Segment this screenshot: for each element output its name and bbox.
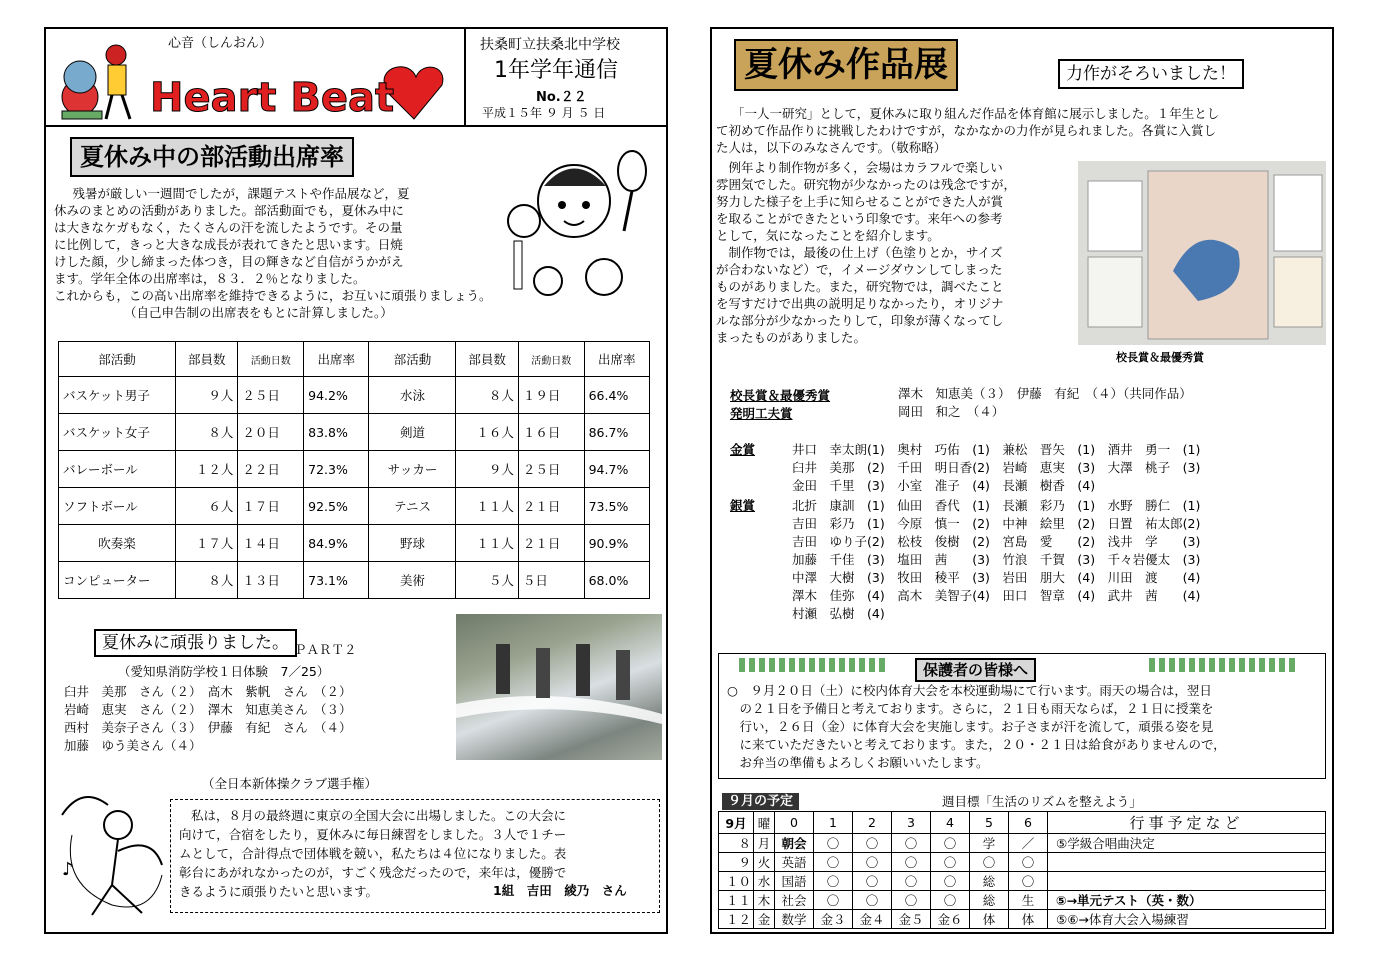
schedule-cell: 〇 [1009, 853, 1048, 872]
schedule-header: 9月 [719, 812, 754, 834]
table-cell: バスケット男子 [59, 377, 176, 414]
schedule-row [719, 853, 1326, 872]
schedule-cell [1048, 853, 1326, 872]
notice-line: ○ ９月２０日（土）に校内体育大会を本校運動場にて行います。雨天の場合は，翌日 [727, 683, 1212, 698]
table-cell: 66.4% [584, 377, 649, 414]
name-line: 西村 美奈子さん（３） 伊藤 有紀 さん （４） [64, 720, 352, 735]
awards-top [730, 385, 1192, 421]
table-cell: ５人 [456, 562, 518, 599]
schedule-cell: 〇 [970, 853, 1009, 872]
body-line: が合わないなど）で，イメージダウンしてしまった [716, 262, 1003, 277]
left-page [44, 27, 668, 934]
schedule-header: 行事予定など [1048, 812, 1326, 834]
weekly-goal: 週目標「生活のリズムを整えよう」 [942, 794, 1142, 809]
table-cell: １１人 [456, 488, 518, 525]
table-cell: １４日 [238, 525, 304, 562]
attendance-para-line: けした顔，少し締まった体つき，目の輝きなど自信がうかがえ [54, 254, 404, 269]
table-cell: 73.5% [584, 488, 649, 525]
attendance-para-line: に比例して，きっと大きな成長が表れてきたと思います。日焼 [54, 237, 403, 252]
gymnastics-event: （全日本新体操クラブ選手権） [202, 776, 378, 791]
attendance-section-title: 夏休み中の部活動出席率 [70, 137, 354, 177]
gold-line: 井口 幸太朗(1) 奥村 巧佑 (1) 兼松 晋矢 (1) 酒井 勇一 (1) [792, 442, 1201, 457]
table-cell: １６人 [456, 414, 518, 451]
table-cell: ソフトボール [59, 488, 176, 525]
table-cell: １７日 [238, 488, 304, 525]
award-names: 岡田 和之 （４） [898, 404, 1005, 419]
table-row [59, 414, 650, 451]
notice-line: お弁当の準備もよろしくお願いいたします。 [727, 755, 989, 770]
silver-line: 加藤 千佳 (3) 塩田 茜 (3) 竹浪 千賀 (3) 千々岩優太 (3) [792, 552, 1201, 567]
table-cell: サッカー [369, 451, 456, 488]
table-cell: ２５日 [238, 377, 304, 414]
schedule-cell: 〇 [814, 891, 853, 910]
attendance-note: （自己申告制の出席表をもとに計算しました。） [124, 305, 393, 320]
schedule-header: 1 [814, 812, 853, 834]
schedule-cell [1048, 872, 1326, 891]
exhibition-body [716, 159, 1016, 346]
schedule-cell: 〇 [892, 834, 931, 853]
table-header: 部活動 [369, 342, 456, 377]
schedule-header: 曜 [754, 812, 775, 834]
decorative-border-right [1149, 658, 1299, 672]
body-line: を写すだけで出典の説明足りなかったり，オリジナ [716, 296, 1004, 311]
schedule-header: 0 [775, 812, 814, 834]
body-line: として，気になったことを紹介します。 [716, 228, 940, 243]
schedule-cell: 〇 [853, 891, 892, 910]
intro-line: た人は，以下のみなさんです。（敬称略） [716, 140, 947, 155]
table-cell: バレーボール [59, 451, 176, 488]
name-line: 岩崎 恵実 さん（２） 澤木 知恵美さん （３） [64, 702, 352, 717]
intro-line: て初めて作品作りに挑戦したわけですが，なかなかの力作が見られました。各賞に入賞し [716, 123, 1217, 138]
schedule-cell: 〇 [814, 872, 853, 891]
schedule-cell: 社会 [775, 891, 814, 910]
attendance-table [58, 341, 650, 599]
schedule-cell: 〇 [814, 853, 853, 872]
exhibition-subtitle: 力作がそろいました！ [1058, 59, 1244, 89]
schedule-cell: １２ [719, 910, 754, 929]
table-cell: ２５日 [518, 451, 584, 488]
schedule-cell: 火 [754, 853, 775, 872]
body-line: ルな部分が少なかったりして，印象が薄くなってし [716, 313, 1004, 328]
table-header: 活動日数 [238, 342, 304, 377]
parents-notice-box [718, 653, 1326, 779]
table-cell: ２１日 [518, 488, 584, 525]
masthead [46, 29, 666, 127]
silver-line: 吉田 ゆり子(2) 松枝 俊樹 (2) 宮島 愛 (2) 浅井 学 (3) [792, 534, 1201, 549]
award-label: 発明工夫賞 [730, 406, 793, 421]
attendance-para-line: ます。学年全体の出席率は，８３．２％となりました。 [54, 271, 366, 286]
table-cell: ２２日 [238, 451, 304, 488]
schedule-cell: 〇 [853, 834, 892, 853]
silver-line: 吉田 彩乃 (1) 今原 慎一 (2) 中神 絵里 (2) 日置 祐太郎(2) [792, 516, 1201, 531]
table-cell: テニス [369, 488, 456, 525]
newsletter-title: 1年学年通信 [494, 58, 618, 83]
issue-date: 平成１５年 ９ 月 ５ 日 [482, 106, 606, 120]
table-cell: 野球 [369, 525, 456, 562]
exhibition-intro [716, 105, 1219, 156]
schedule-cell: 〇 [853, 872, 892, 891]
table-cell: 94.2% [304, 377, 369, 414]
schedule-cell: 〇 [1009, 872, 1048, 891]
attendance-para-line: これからも，この高い出席率を維持できるように，お互いに頑張りましょう。 [54, 288, 492, 303]
gymnastics-essay-box [170, 799, 660, 913]
essay-author: 1組 吉田 綾乃 さん [493, 883, 627, 898]
schedule-cell: 月 [754, 834, 775, 853]
table-cell: ６人 [176, 488, 238, 525]
table-row [59, 525, 650, 562]
silver-winners [792, 497, 1200, 623]
table-cell: ８人 [176, 562, 238, 599]
body-line: ものがありました。また，研究物では，調べたこと [716, 279, 1004, 294]
essay-line: きるように頑張りたいと思います。 [179, 884, 379, 899]
artwork-photo [1078, 161, 1326, 345]
schedule-title: ９月の予定 [722, 793, 799, 810]
schedule-cell: 金 [754, 910, 775, 929]
fire-school-event: （愛知県消防学校１日体験 7／25） [118, 664, 330, 679]
table-cell: 83.8% [304, 414, 369, 451]
attendance-text [54, 185, 514, 321]
table-cell: 84.9% [304, 525, 369, 562]
schedule-header: 6 [1009, 812, 1048, 834]
notice-line: に来ていただきたいと考えております。また，２０・２１日は給食がありませんので， [727, 737, 1226, 752]
schedule-cell: 〇 [931, 853, 970, 872]
schedule-cell: 総 [970, 872, 1009, 891]
schedule-cell: 水 [754, 872, 775, 891]
schedule-cell: １１ [719, 891, 754, 910]
schedule-header: 3 [892, 812, 931, 834]
schedule-cell: 〇 [853, 853, 892, 872]
intro-line: 「一人一研究」として，夏休みに取り組んだ作品を体育館に展示しました。１年生とし [732, 106, 1220, 121]
schedule-cell: 金３ [814, 910, 853, 929]
schedule-row [719, 910, 1326, 929]
schedule-row [719, 891, 1326, 910]
schedule-cell: 〇 [931, 891, 970, 910]
table-cell: 73.1% [304, 562, 369, 599]
table-cell: 86.7% [584, 414, 649, 451]
schedule-header: 4 [931, 812, 970, 834]
effort-part-label: ＰＡＲＴ２ [294, 642, 357, 657]
schedule-cell: 体 [1009, 910, 1048, 929]
schedule-cell: 金４ [853, 910, 892, 929]
award-row [730, 403, 1005, 421]
schedule-cell: 体 [970, 910, 1009, 929]
attendance-para-line: は大きなケガもなく，たくさんの汗を流したようです。その量 [54, 220, 403, 235]
effort-section-title: 夏休みに頑張りました。 [94, 629, 297, 657]
masthead-info-box [464, 29, 668, 125]
schedule-cell: 〇 [892, 872, 931, 891]
schedule-cell: 〇 [931, 872, 970, 891]
gold-line: 臼井 美那 (2) 千田 明日香(2) 岩崎 恵実 (3) 大澤 桃子 (3) [792, 460, 1201, 475]
schedule-header-row [719, 812, 1326, 834]
gold-line: 金田 千里 (3) 小室 准子 (4) 長瀬 樹香 (4) [792, 478, 1096, 493]
notice-line: の２１日を予備日と考えております。さらに，２１日も雨天ならば，２１日に授業を [727, 701, 1214, 716]
table-cell: 92.5% [304, 488, 369, 525]
body-line: 例年より制作物が多く，会場はカラフルで楽しい [716, 160, 1003, 175]
school-name: 扶桑町立扶桑北中学校 [480, 37, 620, 53]
award-row [730, 385, 1192, 403]
table-cell: １７人 [176, 525, 238, 562]
attendance-para-line: 休みのまとめの活動がありました。部活動面でも，夏休み中に [54, 203, 405, 218]
schedule-cell: ／ [1009, 834, 1048, 853]
body-line: 努力した様子を上手に知らせることができた人が賞 [716, 194, 1004, 209]
table-cell: ９人 [176, 377, 238, 414]
essay-line: 彰台にあがれなかったのが，すごく残念だったので，来年は，優勝で [179, 865, 567, 880]
table-cell: １１人 [456, 525, 518, 562]
table-cell: ２１日 [518, 525, 584, 562]
name-line: 臼井 美那 さん（２） 高木 紫帆 さん （２） [64, 684, 352, 699]
table-cell: ８人 [456, 377, 518, 414]
parents-notice-title: 保護者の皆様へ [915, 658, 1036, 682]
svg-text:♪: ♪ [62, 859, 74, 880]
sports-illustration [504, 141, 654, 301]
table-cell: 94.7% [584, 451, 649, 488]
table-cell: ９人 [456, 451, 518, 488]
heart-beat-logo [144, 59, 464, 121]
table-cell: ８人 [176, 414, 238, 451]
silver-line: 村瀬 弘樹 (4) [792, 606, 885, 621]
schedule-cell: 金６ [931, 910, 970, 929]
table-header: 出席率 [304, 342, 369, 377]
schedule-row [719, 872, 1326, 891]
schedule-cell: ⑤学級合唱曲決定 [1048, 834, 1326, 853]
schedule-cell: 〇 [814, 834, 853, 853]
silver-line: 澤木 佳弥 (4) 高木 美智子(4) 田口 智章 (4) 武井 茜 (4) [792, 588, 1201, 603]
table-cell: バスケット女子 [59, 414, 176, 451]
fire-school-names [64, 683, 352, 755]
schedule-header: 2 [853, 812, 892, 834]
table-cell: 剣道 [369, 414, 456, 451]
schedule-cell: 生 [1009, 891, 1048, 910]
schedule-cell: 学 [970, 834, 1009, 853]
fire-training-photo [456, 614, 662, 760]
table-row [59, 488, 650, 525]
silver-line: 北折 康訓 (1) 仙田 香代 (1) 長瀬 彩乃 (1) 水野 勝仁 (1) [792, 498, 1201, 513]
notice-line: 行い，２６日（金）に体育大会を実施します。お子さまが汗を流して，頑張る姿を見 [727, 719, 1214, 734]
table-cell: 90.9% [584, 525, 649, 562]
decorative-border-left [739, 658, 889, 672]
schedule-cell: ⑤→単元テスト（英・数） [1048, 891, 1326, 910]
table-header: 部員数 [176, 342, 238, 377]
schedule-cell: ９ [719, 853, 754, 872]
table-cell: 吹奏楽 [59, 525, 176, 562]
attendance-para-line: 残暑が厳しい一週間でしたが，課題テストや作品展など，夏 [60, 186, 410, 201]
schedule-cell: 〇 [892, 891, 931, 910]
right-page [710, 27, 1334, 934]
table-cell: １９日 [518, 377, 584, 414]
svg-text:Heart Beat: Heart Beat [150, 75, 395, 121]
gold-label: 金賞 [730, 442, 756, 457]
silver-label: 銀賞 [730, 498, 756, 513]
table-cell: １３日 [238, 562, 304, 599]
schedule-cell: 〇 [892, 853, 931, 872]
parents-notice-text [727, 682, 1226, 772]
table-cell: 美術 [369, 562, 456, 599]
essay-line: 私は，８月の最終週に東京の全国大会に出場しました。この大会に [191, 808, 567, 823]
table-cell: 水泳 [369, 377, 456, 414]
exhibition-title: 夏休み作品展 [734, 39, 958, 91]
body-line: を取ることができたという印象です。来年への参考 [716, 211, 1003, 226]
award-label: 校長賞＆最優秀賞 [730, 388, 831, 403]
masthead-kana: 心音（しんおん） [168, 36, 273, 51]
mascot-illustration [54, 39, 144, 121]
table-row [59, 562, 650, 599]
schedule-cell: 木 [754, 891, 775, 910]
schedule-table [718, 811, 1326, 929]
body-line: 雰囲気でした。研究物が少なかったのは残念ですが， [716, 177, 1017, 192]
schedule-cell: 英語 [775, 853, 814, 872]
table-cell: １６日 [518, 414, 584, 451]
table-cell: 68.0% [584, 562, 649, 599]
photo-caption: 校長賞＆最優秀賞 [1116, 351, 1204, 364]
schedule-header: 5 [970, 812, 1009, 834]
schedule-cell: 総 [970, 891, 1009, 910]
schedule-cell: ⑤⑥→体育大会入場練習 [1048, 910, 1326, 929]
name-line: 加藤 ゆう美さん（４） [64, 738, 202, 753]
schedule-cell: 〇 [931, 834, 970, 853]
schedule-cell: 数学 [775, 910, 814, 929]
gold-winners [792, 441, 1200, 495]
schedule-cell: 朝会 [775, 834, 814, 853]
body-line: 制作物では，最後の仕上げ（色塗りとか，サイズ [716, 245, 1003, 260]
table-header-row [59, 342, 650, 377]
table-header: 出席率 [584, 342, 649, 377]
table-cell: 72.3% [304, 451, 369, 488]
schedule-cell: 金５ [892, 910, 931, 929]
silver-line: 中澤 大樹 (3) 牧田 稜平 (3) 岩田 朋大 (4) 川田 渡 (4) [792, 570, 1201, 585]
table-row [59, 377, 650, 414]
schedule-cell: ８ [719, 834, 754, 853]
schedule-row [719, 834, 1326, 853]
table-header: 活動日数 [518, 342, 584, 377]
essay-line: ムとして，合計得点で団体戦を競い，私たちは４位になりました。表 [179, 846, 567, 861]
gymnast-illustration [52, 775, 172, 925]
table-cell: ５日 [518, 562, 584, 599]
essay-line: 向けて，合宿をしたり，夏休みに毎日練習をしました。３人で１チー [179, 827, 567, 842]
schedule-cell: １０ [719, 872, 754, 891]
table-cell: コンピューター [59, 562, 176, 599]
schedule-cell: 国語 [775, 872, 814, 891]
table-cell: １２人 [176, 451, 238, 488]
body-line: まったものがありました。 [716, 330, 867, 345]
table-header: 部活動 [59, 342, 176, 377]
award-names: 澤木 知恵美（３） 伊藤 有紀 （４）（共同作品） [898, 386, 1192, 401]
issue-number: No.２２ [536, 90, 587, 105]
table-row [59, 451, 650, 488]
table-cell: ２０日 [238, 414, 304, 451]
table-header: 部員数 [456, 342, 518, 377]
